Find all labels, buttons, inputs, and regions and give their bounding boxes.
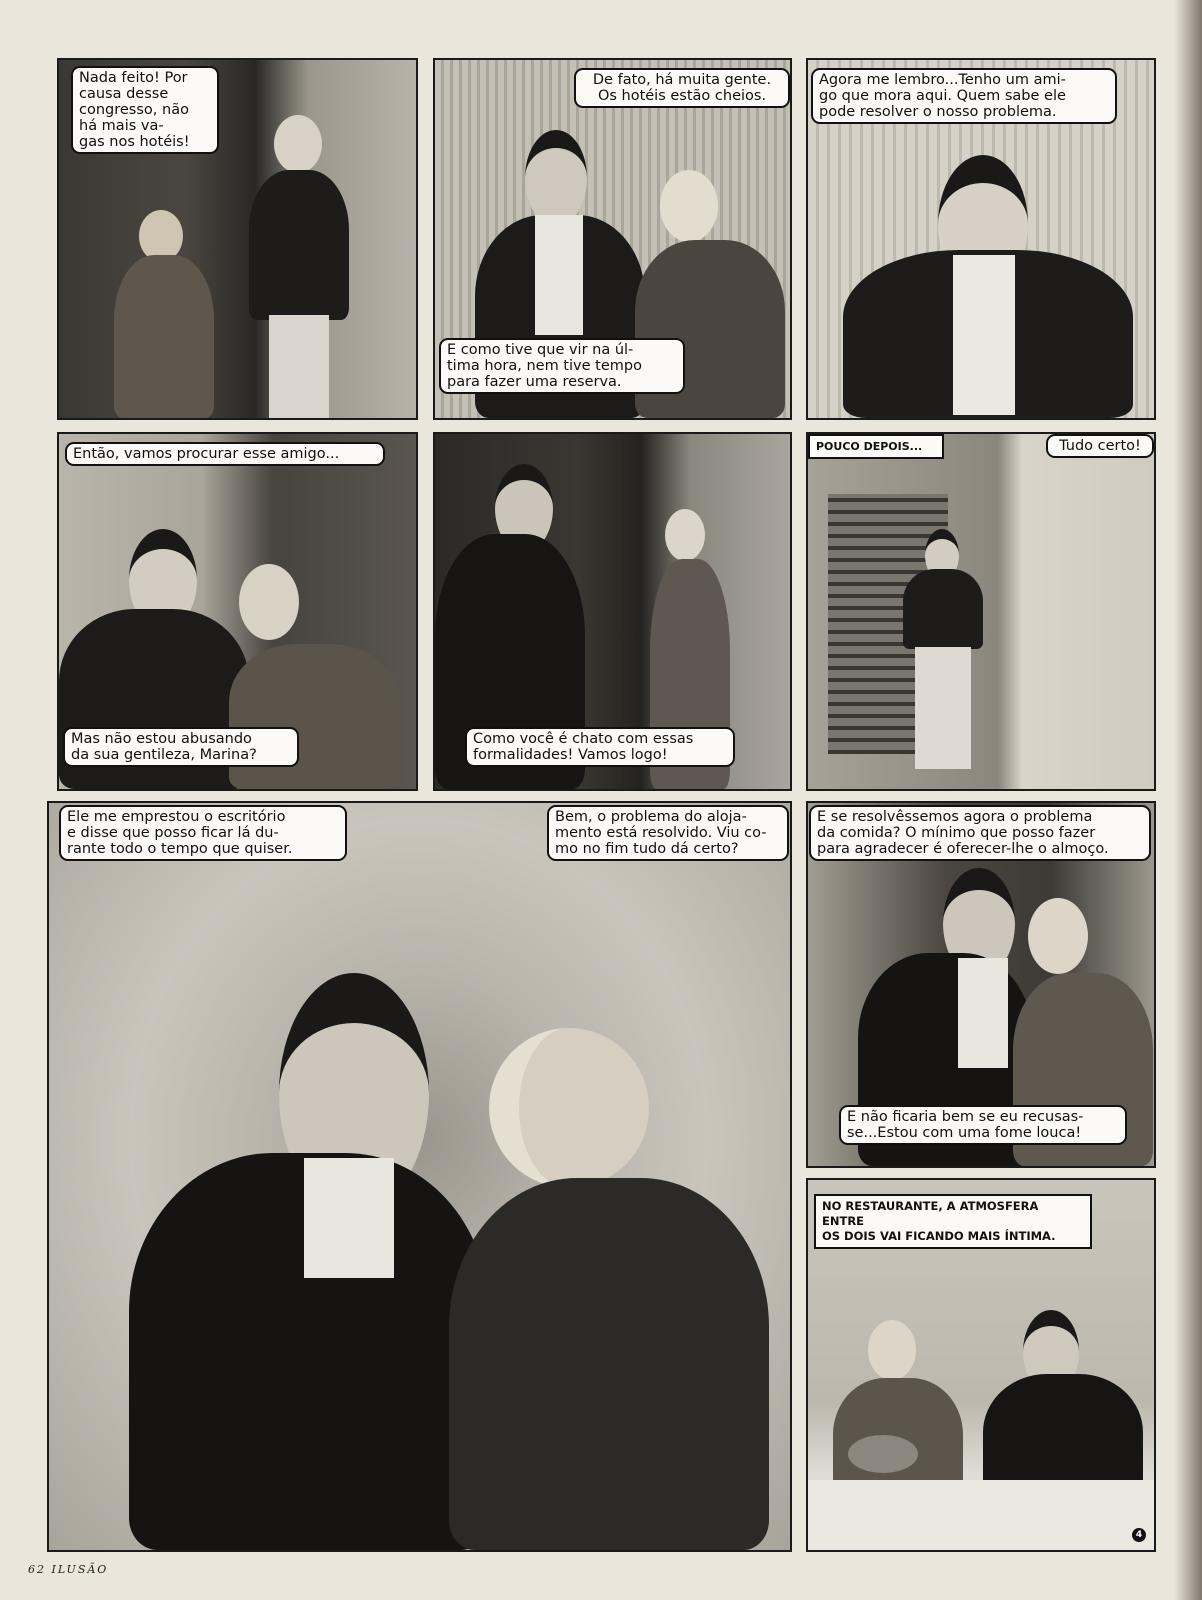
man-figure [244, 110, 354, 418]
woman-figure [109, 200, 219, 418]
bread-basket [848, 1435, 918, 1473]
speech-balloon: Nada feito! Por causa desse congresso, não há mais va- gas nos hotéis! [71, 66, 219, 154]
comic-panel-1 [57, 58, 418, 420]
comic-panel-8 [806, 801, 1156, 1168]
speech-balloon: E não ficaria bem se eu recusas- se...Estou com uma fome louca! [839, 1105, 1127, 1145]
comic-panel-5 [433, 432, 792, 791]
panel-number-badge: 4 [1132, 1528, 1146, 1542]
speech-balloon: Tudo certo! [1046, 434, 1154, 458]
speech-balloon: Mas não estou abusando da sua gentileza, Marina? [63, 727, 299, 767]
speech-balloon: Bem, o problema do aloja- mento está resolvido. Viu co- mo no fim tudo dá certo? [547, 805, 789, 861]
speech-balloon: E como tive que vir na úl- tima hora, nem tive tempo para fazer uma reserva. [439, 338, 685, 394]
speech-balloon: Então, vamos procurar esse amigo... [65, 442, 385, 466]
speech-balloon: Ele me emprestou o escritório e disse que posso ficar lá du- rante todo o tempo que quiser. [59, 805, 347, 861]
page-number: 62 [28, 1563, 46, 1576]
comic-panel-2 [433, 58, 792, 420]
woman-figure [449, 1028, 769, 1550]
speech-balloon: E se resolvêssemos agora o problema da comida? O mínimo que posso fazer para agradecer é oferecer-lhe o almoço. [809, 805, 1151, 861]
magazine-title: ILUSÃO [51, 1563, 109, 1576]
narration-caption: POUCO DEPOIS... [808, 434, 944, 459]
narration-caption: NO RESTAURANTE, A ATMOSFERA ENTRE OS DOIS VAI FICANDO MAIS ÍNTIMA. [814, 1194, 1092, 1249]
page-footer [28, 1563, 108, 1576]
speech-balloon: Como você é chato com essas formalidades! Vamos logo! [465, 727, 735, 767]
man-figure [843, 155, 1133, 418]
comic-panel-3 [806, 58, 1156, 420]
restaurant-table [808, 1480, 1154, 1550]
man-figure [903, 529, 983, 769]
speech-balloon: De fato, há muita gente. Os hotéis estão cheios. [574, 68, 790, 108]
page-edge-shadow [1174, 0, 1202, 1600]
speech-balloon: Agora me lembro...Tenho um ami- go que mora aqui. Quem sabe ele pode resolver o nosso problema. [811, 68, 1117, 124]
comic-panel-9 [806, 1178, 1156, 1552]
comic-panel-4 [57, 432, 418, 791]
comic-panel-6 [806, 432, 1156, 791]
comic-panel-7 [47, 801, 792, 1552]
man-figure [129, 973, 489, 1550]
